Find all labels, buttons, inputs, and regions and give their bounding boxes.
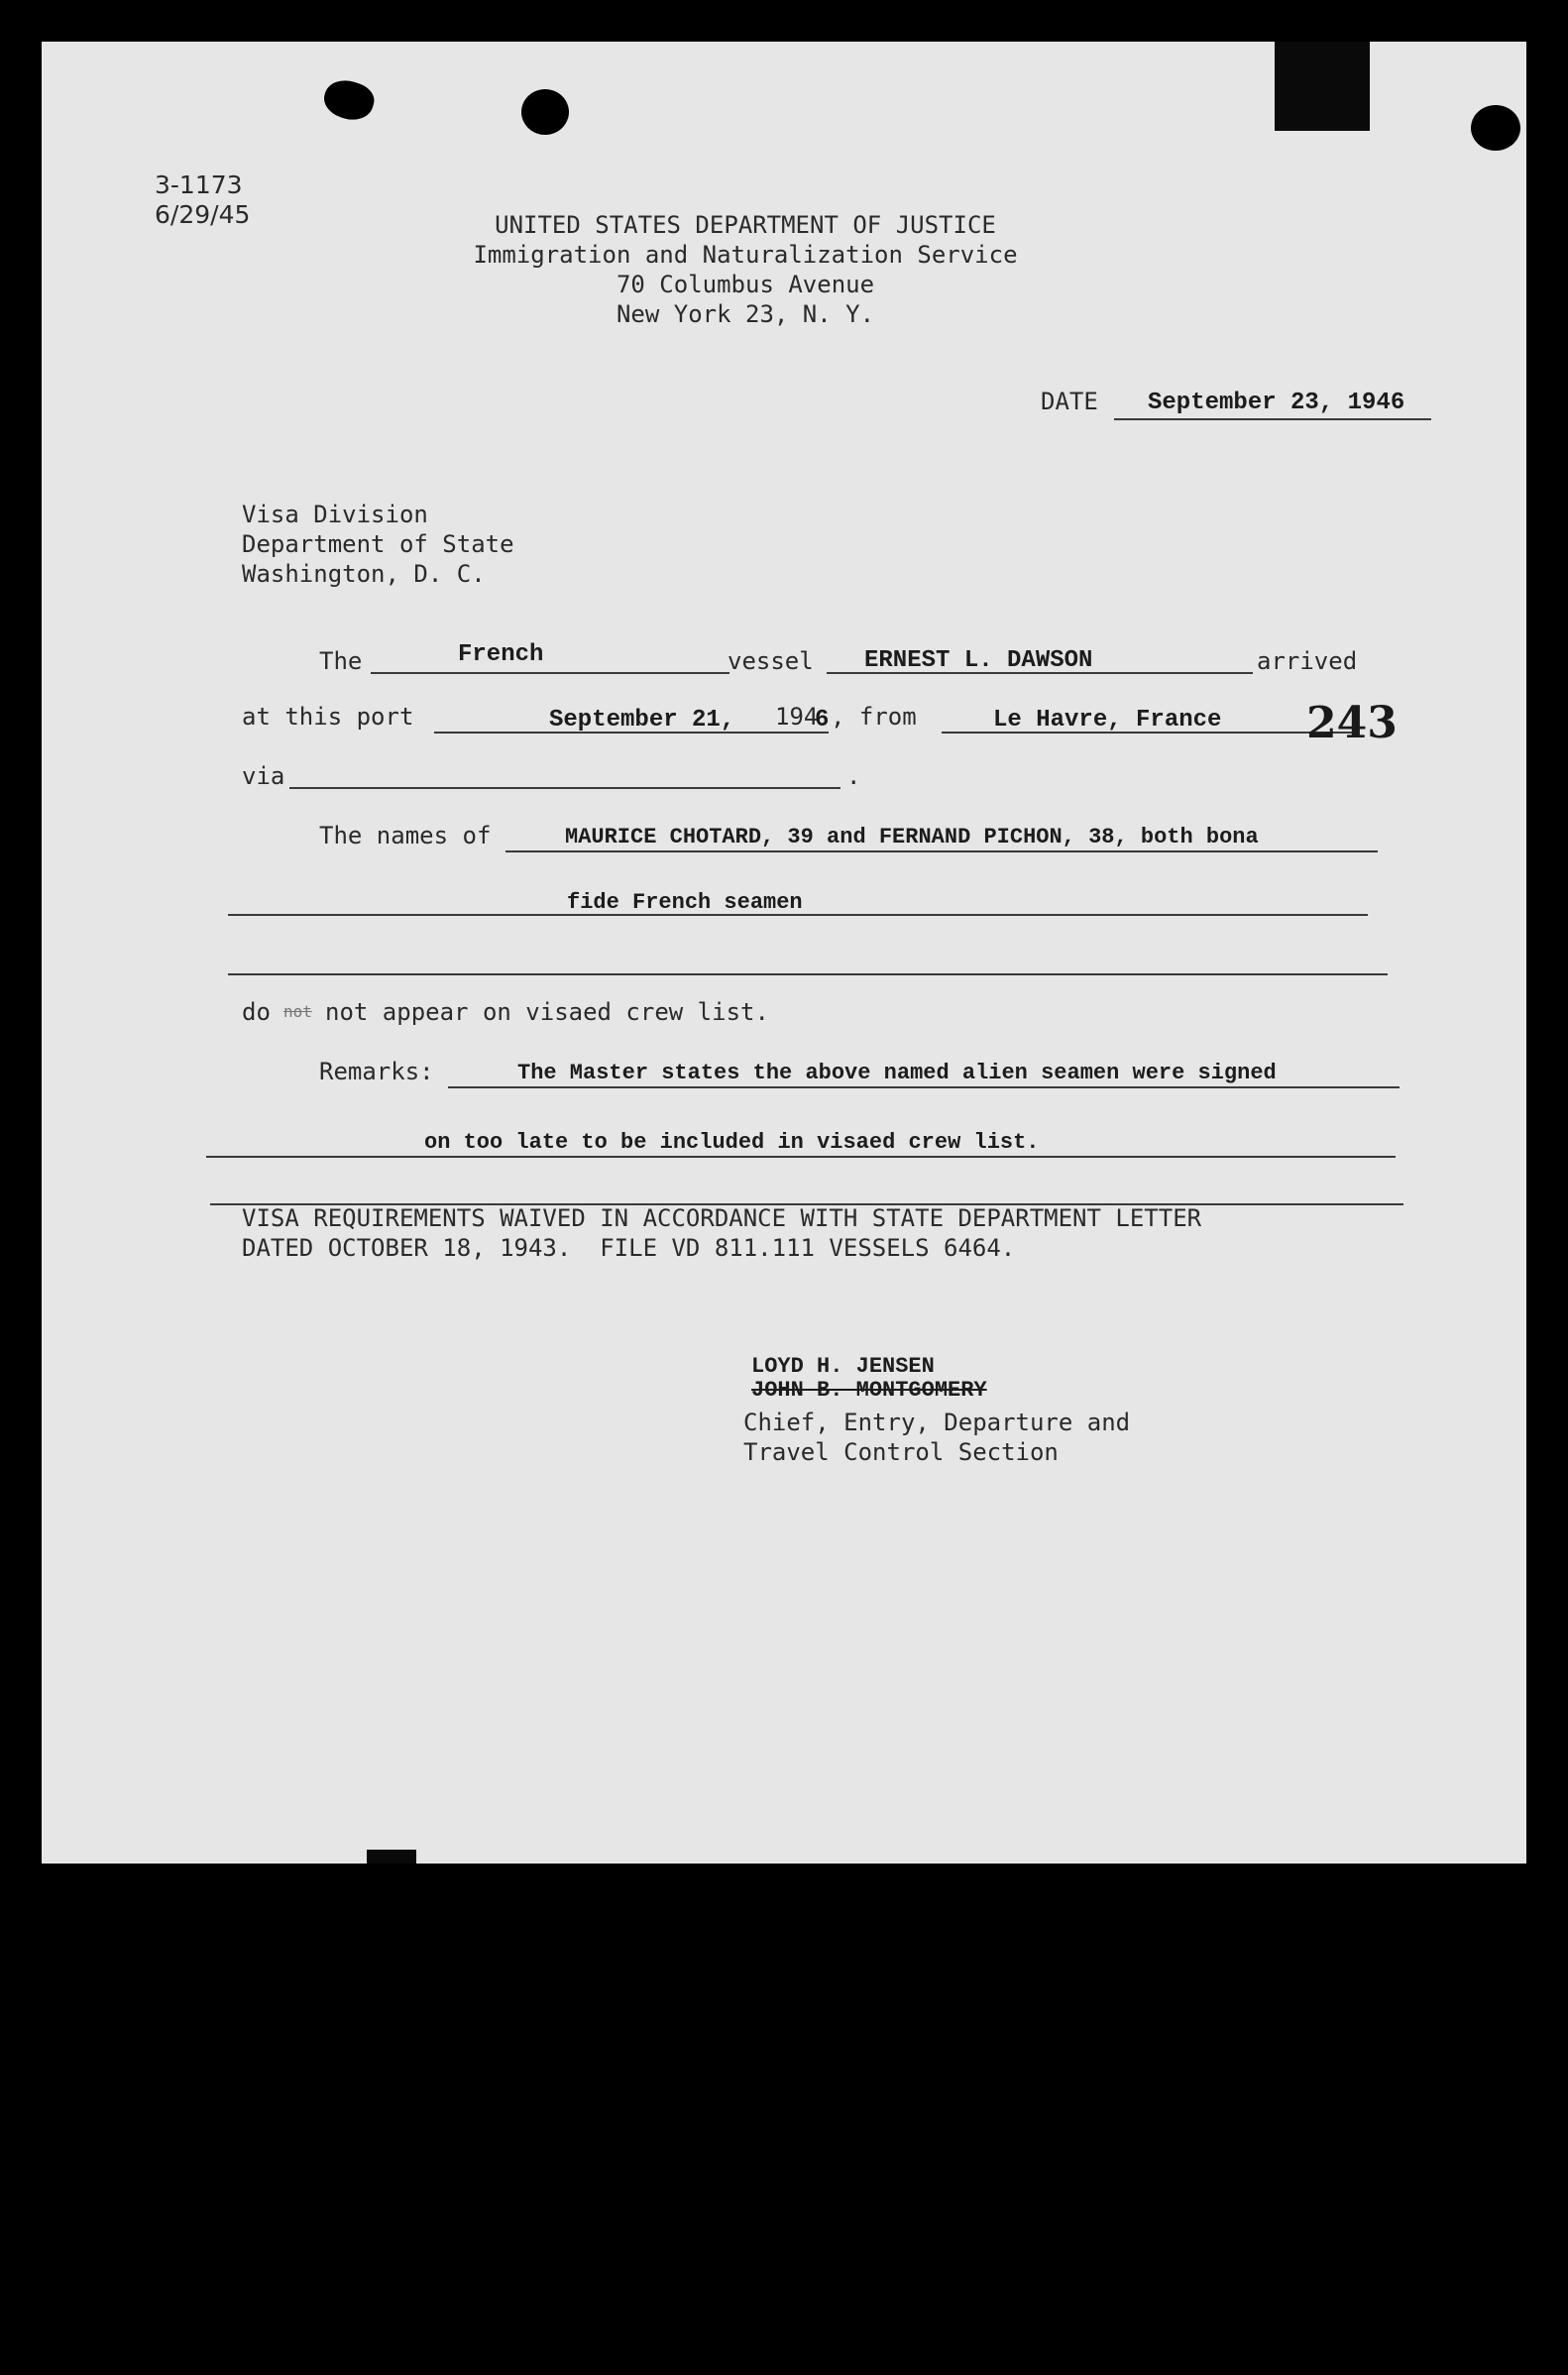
signature-name: LOYD H. JENSEN xyxy=(751,1354,935,1379)
addressee-department: Department of State xyxy=(242,530,514,558)
year-printed: 194 xyxy=(775,703,819,731)
punch-hole-right xyxy=(1471,105,1520,151)
names-line-1: MAURICE CHOTARD, 39 and FERNAND PICHON, 38, both bona xyxy=(565,825,1259,849)
signature-struck-name: JOHN B. MONTGOMERY xyxy=(751,1378,987,1403)
via-underline xyxy=(289,787,840,789)
year-typed: 6 xyxy=(815,707,830,734)
punch-hole-left xyxy=(319,74,378,126)
names-prefix: The names of xyxy=(319,822,492,849)
vessel-label: vessel xyxy=(728,647,814,675)
letterhead-agency: UNITED STATES DEPARTMENT OF JUSTICE xyxy=(495,211,996,239)
torn-corner xyxy=(1275,42,1370,131)
form-number: 3-1173 xyxy=(155,170,243,199)
letterhead-service: Immigration and Naturalization Service xyxy=(473,241,1018,269)
vessel-suffix: arrived xyxy=(1257,647,1358,675)
letterhead-city: New York 23, N. Y. xyxy=(616,300,875,328)
appear-struck-word: not xyxy=(283,1002,312,1021)
punch-hole-center xyxy=(521,89,569,135)
via-prefix: via xyxy=(242,762,285,790)
appear-start: do xyxy=(242,998,285,1026)
form-revision: 6/29/45 xyxy=(155,200,251,229)
names-line-2: fide French seamen xyxy=(567,890,803,915)
date-value: September 23, 1946 xyxy=(1148,390,1405,416)
date-underline xyxy=(1114,418,1431,420)
from-label: , from xyxy=(831,703,917,731)
appear-end: not appear on visaed crew list. xyxy=(325,998,769,1026)
signature-title-2: Travel Control Section xyxy=(743,1438,1059,1466)
remarks-line-1: The Master states the above named alien seamen were signed xyxy=(517,1061,1277,1085)
vessel-name: ERNEST L. DAWSON xyxy=(864,647,1093,674)
date-label: DATE xyxy=(1041,388,1098,415)
port-prefix: at this port xyxy=(242,703,414,731)
letterhead-street: 70 Columbus Avenue xyxy=(616,271,875,298)
waiver-line-1: VISA REQUIREMENTS WAIVED IN ACCORDANCE WITH STATE DEPARTMENT LETTER xyxy=(242,1204,1202,1232)
arrival-date: September 21, xyxy=(549,707,735,734)
nationality-underline xyxy=(371,672,729,674)
vessel-prefix: The xyxy=(319,647,363,675)
via-suffix: . xyxy=(846,762,861,790)
addressee-city: Washington, D. C. xyxy=(242,560,486,588)
document-page xyxy=(42,42,1526,1864)
vessel-nationality: French xyxy=(458,641,544,668)
waiver-line-2: DATED OCTOBER 18, 1943. FILE VD 811.111 VESSELS 6464. xyxy=(242,1234,1016,1262)
bottom-tab-mark xyxy=(367,1850,416,1864)
signature-title-1: Chief, Entry, Departure and xyxy=(743,1409,1131,1436)
addressee-division: Visa Division xyxy=(242,501,428,528)
stamp-number: 243 xyxy=(1306,698,1398,748)
remarks-line-2: on too late to be included in visaed crew list. xyxy=(424,1130,1040,1155)
remarks-label: Remarks: xyxy=(319,1058,434,1085)
origin-port: Le Havre, France xyxy=(993,707,1222,734)
names-underline-3 xyxy=(228,973,1388,975)
